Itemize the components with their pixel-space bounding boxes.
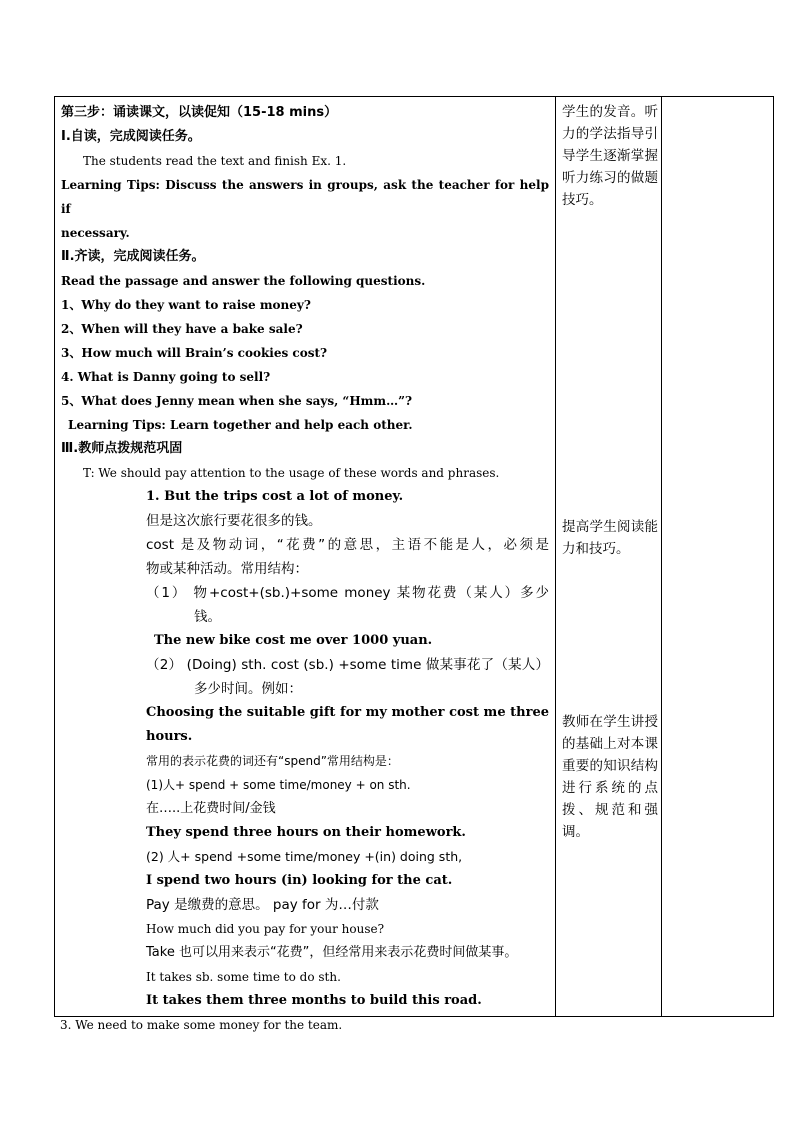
spend-example-1: They spend three hours on their homework. [146, 825, 466, 840]
note-reading: 提高学生阅读能力和技巧。 [562, 519, 658, 557]
spend-structure-2: (2) 人+ spend +some time/money +(in) doing sth, [146, 849, 463, 864]
learning-tips-1-line1: Learning Tips: Discuss the answers in groups, ask the teacher for help if [61, 178, 549, 216]
item1-title: 1. But the trips cost a lot of money. [146, 489, 404, 504]
learning-tips-2: Learning Tips: Learn together and help each other. [68, 418, 413, 432]
example1: The new bike cost me over 1000 yuan. [154, 633, 433, 648]
usage-explanation-block [61, 485, 549, 1013]
question-3: 3、How much will Brain’s cookies cost? [61, 346, 328, 360]
note-listening: 学生的发音。听力的学法指导引导学生逐渐掌握听力练习的做题技巧。 [562, 104, 658, 208]
step-title: 第三步：诵读课文，以读促知（15-18 mins） [61, 105, 338, 120]
question-5: 5、What does Jenny mean when she says, “Hmm…”? [61, 394, 413, 408]
note-teacher-guidance: 教师在学生讲授的基础上对本课重要的知识结构进行系统的点拨、规范和强调。 [562, 714, 658, 840]
question-2: 2、When will they have a bake sale? [61, 322, 303, 336]
question-1: 1、Why do they want to raise money? [61, 298, 311, 312]
structure2-line2: 多少时间。例如： [194, 681, 302, 697]
pay-example: How much did you pay for your house? [146, 922, 385, 936]
structure2-line1: （2） (Doing) sth. cost (sb.) +some time 做某事花了（某人） [146, 657, 549, 673]
part1-text: The students read the text and finish Ex. 1. [83, 154, 347, 168]
main-content-cell [61, 101, 549, 1037]
learning-tips-1-line2: necessary. [61, 226, 130, 240]
structure1-line1: （1） 物+cost+(sb.)+some money 某物花费（某人）多少 [146, 585, 549, 601]
teaching-notes-cell [562, 101, 658, 840]
part3-intro: T: We should pay attention to the usage of these words and phrases. [83, 466, 500, 480]
example2-line2: hours. [146, 729, 193, 744]
pay-line: Pay 是缴费的意思。 pay for 为…付款 [146, 897, 379, 913]
question-4: 4. What is Danny going to sell? [61, 370, 271, 384]
lesson-plan-table [54, 96, 774, 1032]
item1-translation: 但是这次旅行要花很多的钱。 [146, 513, 322, 529]
take-example: It takes them three months to build this road. [146, 993, 482, 1008]
column-divider-1 [555, 97, 556, 1016]
cost-description-line2: 物或某种活动。常用结构： [146, 561, 308, 577]
part3-heading: Ⅲ.教师点拨规范巩固 [61, 441, 183, 456]
part2-intro: Read the passage and answer the following questions. [61, 274, 426, 288]
spend-example-2: I spend two hours (in) looking for the cat. [146, 873, 453, 888]
item3: 3. We need to make some money for the team. [60, 1018, 343, 1032]
part1-heading: Ⅰ.自读，完成阅读任务。 [61, 129, 201, 144]
take-structure: It takes sb. some time to do sth. [146, 970, 341, 984]
column-divider-2 [661, 97, 662, 1016]
example2-line1: Choosing the suitable gift for my mother cost me three [146, 705, 549, 720]
take-line: Take 也可以用来表示“花费”，但经常用来表示花费时间做某事。 [146, 945, 518, 960]
part2-heading: Ⅱ.齐读，完成阅读任务。 [61, 249, 205, 264]
structure1-line2: 钱。 [194, 609, 221, 625]
spend-structure-1-translation: 在…..上花费时间/金钱 [146, 801, 276, 816]
spend-structure-1: (1)人+ spend + some time/money + on sth. [146, 778, 411, 792]
cost-description-line1: cost 是及物动词，“花费”的意思，主语不能是人，必须是 [146, 537, 549, 553]
spend-intro: 常用的表示花费的词还有“spend”常用结构是： [146, 754, 399, 768]
